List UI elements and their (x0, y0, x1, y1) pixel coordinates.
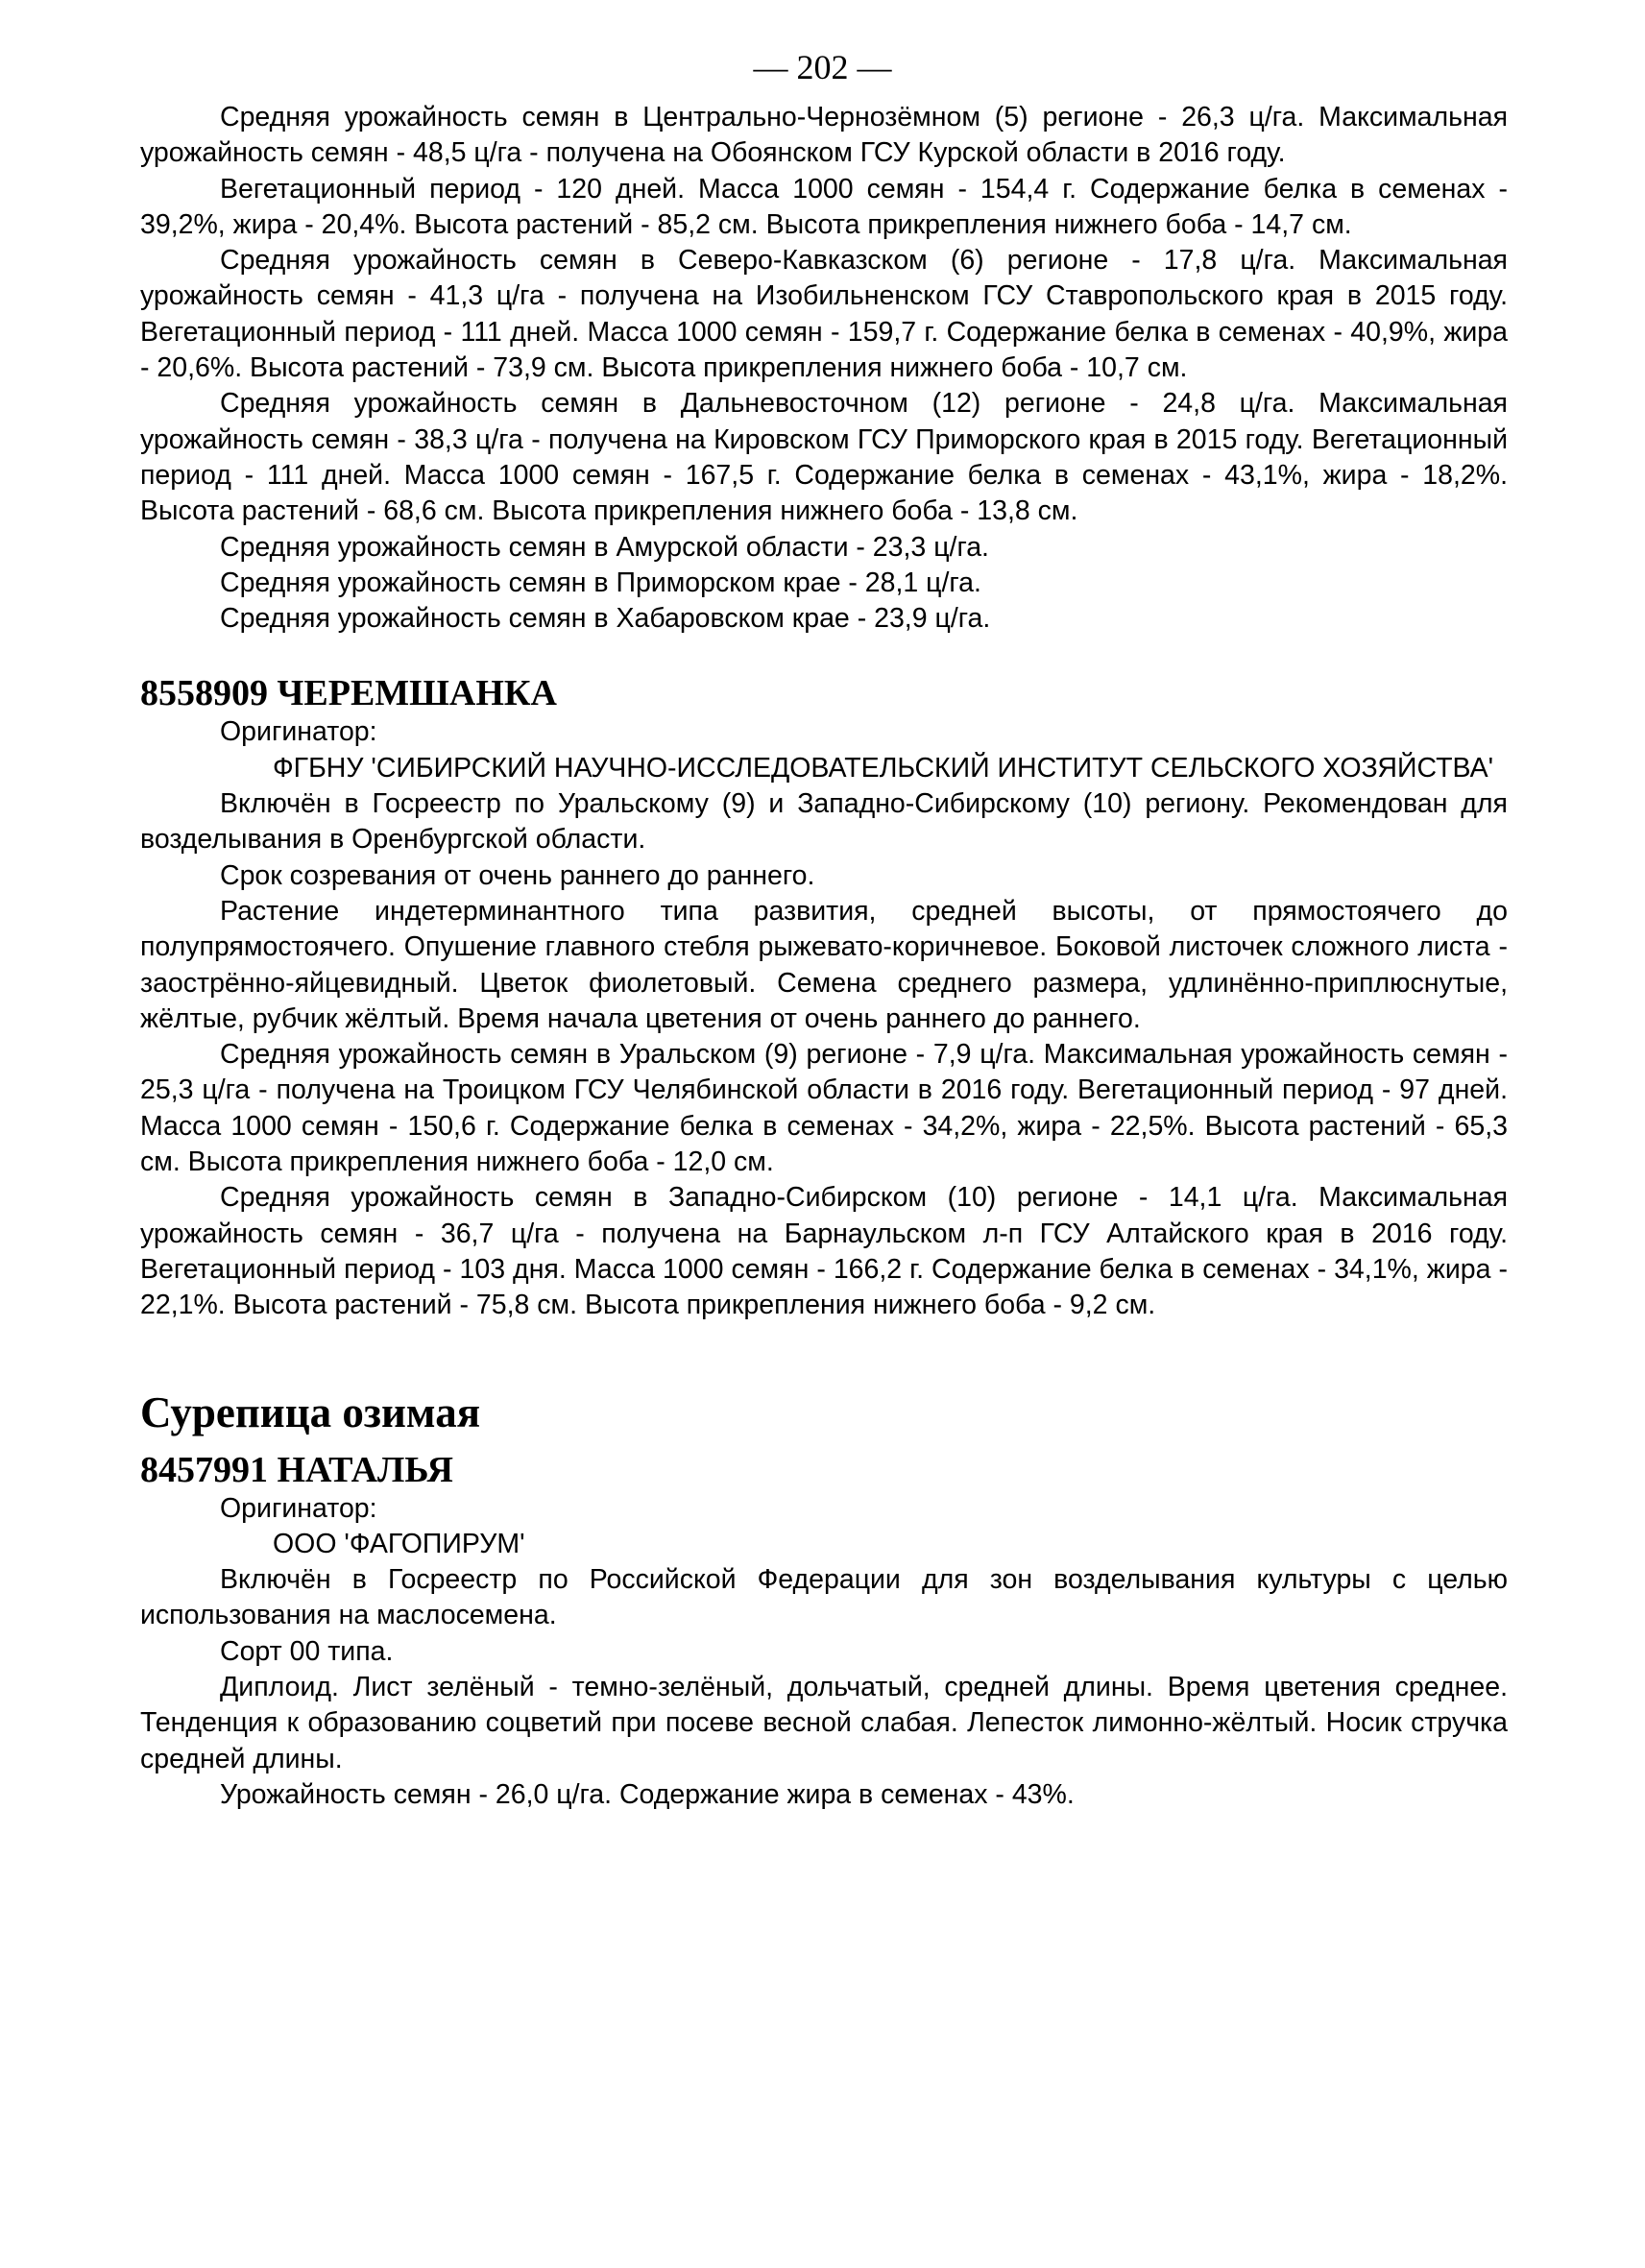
variety-heading-cheremshanka: 8558909 ЧЕРЕМШАНКА (140, 673, 557, 714)
paragraph: Включён в Госреестр по Российской Федерации для зон возделывания культуры с целью использования на маслосемена. (140, 1564, 1508, 1631)
paragraph: Средняя урожайность семян в Центрально-Чернозёмном (5) регионе - 26,3 ц/га. Максимальная урожайность семян - 48,5 ц/га - получена на Обоянском ГСУ Курской области в 2016 году. (140, 102, 1508, 169)
crop-heading: Сурепица озимая (140, 1387, 481, 1436)
paragraph: Средняя урожайность семян в Амурской области - 23,3 ц/га. (220, 531, 989, 563)
paragraph: Средняя урожайность семян в Приморском крае - 28,1 ц/га. (220, 567, 981, 598)
originator-label: Оригинатор: (220, 1492, 377, 1524)
paragraph: Включён в Госреестр по Уральскому (9) и Западно-Сибирскому (10) региону. Рекомендован для возделывания в Оренбургской области. (140, 788, 1508, 856)
originator-name: ФГБНУ 'СИБИРСКИЙ НАУЧНО-ИССЛЕДОВАТЕЛЬСКИЙ ИНСТИТУТ СЕЛЬСКОГО ХОЗЯЙСТВА' (273, 752, 1494, 784)
paragraph: Сорт 00 типа. (220, 1635, 394, 1667)
paragraph: Вегетационный период - 120 дней. Масса 1000 семян - 154,4 г. Содержание белка в семенах - 39,2%, жира - 20,4%. Высота растений - 85,2 см. Высота прикрепления нижнего боба - 14,7 см. (140, 173, 1508, 240)
paragraph: Средняя урожайность семян в Хабаровском крае - 23,9 ц/га. (220, 603, 991, 635)
paragraph: Средняя урожайность семян в Западно-Сибирском (10) регионе - 14,1 ц/га. Максимальная урожайность семян - 36,7 ц/га - получена на Барнаульском л-п ГСУ Алтайского края в 2016 году. Вегетационный период - 103 дня. Масса 1000 семян - 166,2 г. Содержание белка в семенах - 34,1%, жира - 22,1%. Высота растений - 75,8 см. Высота прикрепления нижнего боба - 9,2 см. (140, 1182, 1508, 1321)
variety-heading-natalya: 8457991 НАТАЛЬЯ (140, 1449, 453, 1490)
paragraph: Средняя урожайность семян в Северо-Кавказском (6) регионе - 17,8 ц/га. Максимальная урожайность семян - 41,3 ц/га - получена на Изобильненском ГСУ Ставропольского края в 2015 году. Вегетационный период - 111 дней. Масса 1000 семян - 159,7 г. Содержание белка в семенах - 40,9%, жира - 20,6%. Высота растений - 73,9 см. Высота прикрепления нижнего боба - 10,7 см. (140, 245, 1508, 384)
paragraph: Средняя урожайность семян в Уральском (9) регионе - 7,9 ц/га. Максимальная урожайность семян - 25,3 ц/га - получена на Троицком ГСУ Челябинской области в 2016 году. Вегетационный период - 97 дней. Масса 1000 семян - 150,6 г. Содержание белка в семенах - 34,2%, жира - 22,5%. Высота растений - 65,3 см. Высота прикрепления нижнего боба - 12,0 см. (140, 1039, 1508, 1178)
page-content (140, 100, 1508, 1813)
page-number: — 202 — (753, 48, 892, 86)
originator-name: ООО 'ФАГОПИРУМ' (273, 1528, 525, 1559)
paragraph: Урожайность семян - 26,0 ц/га. Содержание жира в семенах - 43%. (220, 1778, 1075, 1810)
paragraph: Растение индетерминантного типа развития, средней высоты, от прямостоячего до полупрямостоячего. Опушение главного стебля рыжевато-коричневое. Боковой листочек сложного листа - заострённо-яйцевидный. Цветок фиолетовый. Семена среднего размера, удлинённо-приплюснутые, жёлтые, рубчик жёлтый. Время начала цветения от очень раннего до раннего. (140, 895, 1508, 1034)
paragraph: Срок созревания от очень раннего до раннего. (220, 859, 815, 891)
paragraph: Диплоид. Лист зелёный - темно-зелёный, дольчатый, средней длины. Время цветения среднее. Тенденция к образованию соцветий при посеве весной слабая. Лепесток лимонно-жёлтый. Носик стручка средней длины. (140, 1671, 1508, 1774)
originator-label: Оригинатор: (220, 716, 377, 748)
paragraph: Средняя урожайность семян в Дальневосточном (12) регионе - 24,8 ц/га. Максимальная урожайность семян - 38,3 ц/га - получена на Кировском ГСУ Приморского края в 2015 году. Вегетационный период - 111 дней. Масса 1000 семян - 167,5 г. Содержание белка в семенах - 43,1%, жира - 18,2%. Высота растений - 68,6 см. Высота прикрепления нижнего боба - 13,8 см. (140, 388, 1508, 527)
